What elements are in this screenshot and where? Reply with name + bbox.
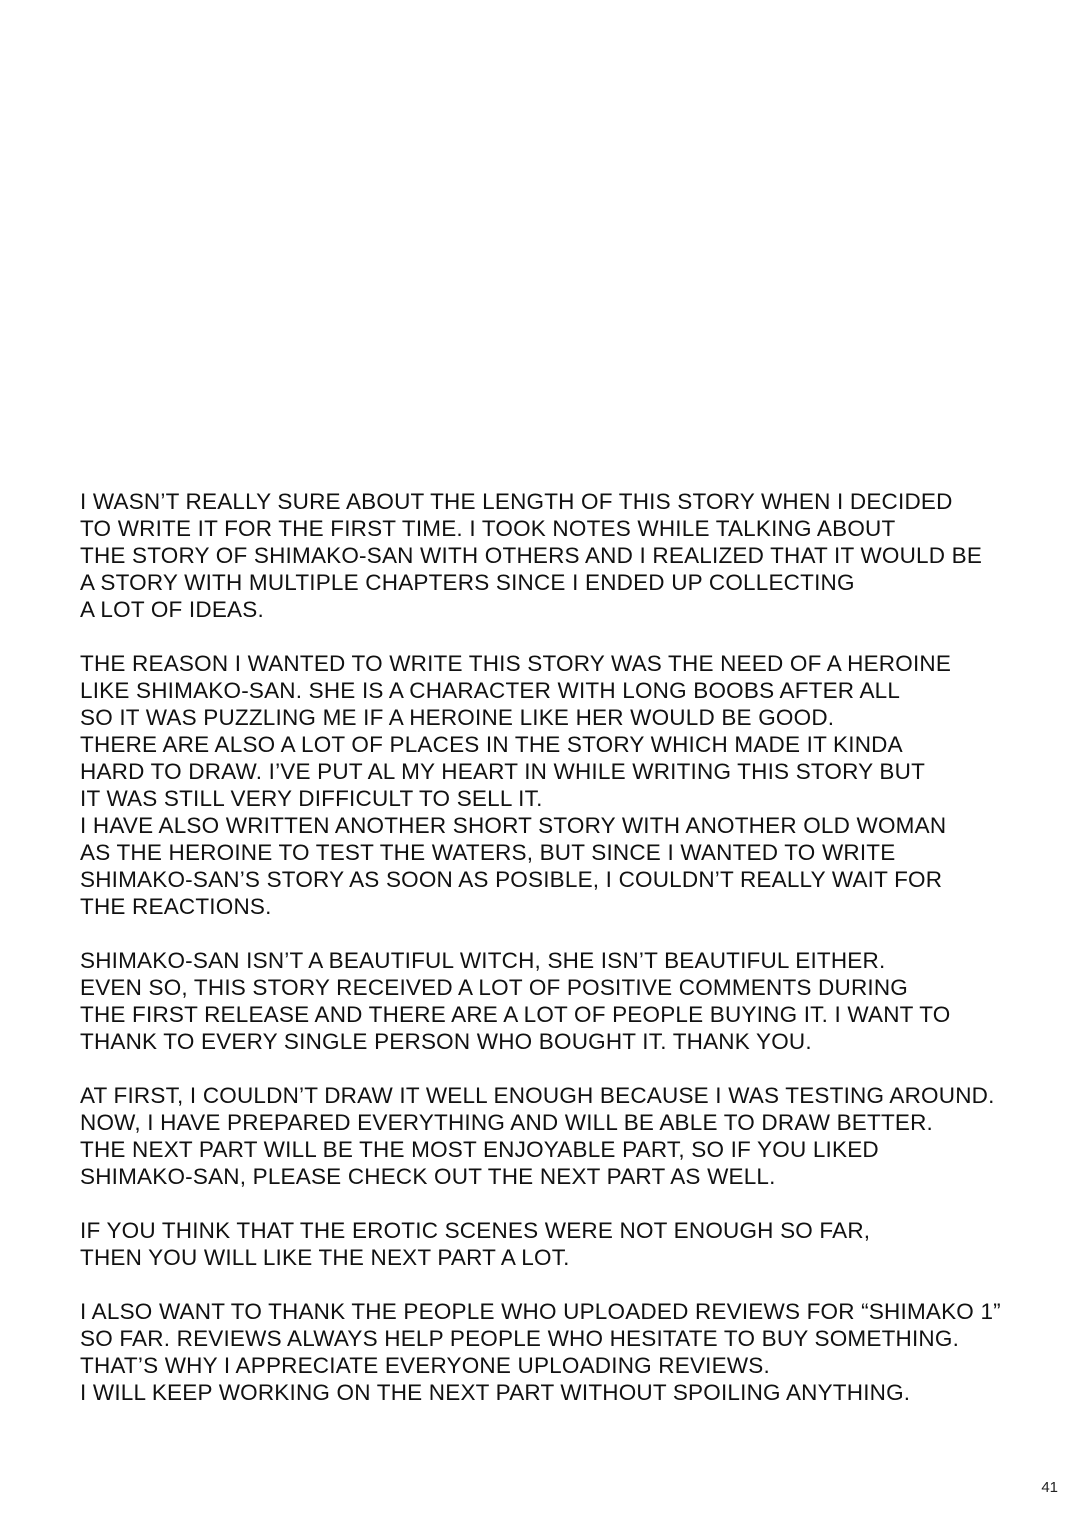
text-line: EVEN SO, THIS STORY RECEIVED A LOT OF POSITIVE COMMENTS DURING — [80, 975, 908, 1000]
afterword-paragraph — [80, 650, 1045, 920]
text-line: HARD TO DRAW. I’VE PUT AL MY HEART IN WHILE WRITING THIS STORY BUT — [80, 759, 926, 784]
text-line: LIKE SHIMAKO-SAN. SHE IS A CHARACTER WITH LONG BOOBS AFTER ALL — [80, 678, 901, 703]
text-line: THE REACTIONS. — [80, 894, 272, 919]
text-line: NOW, I HAVE PREPARED EVERYTHING AND WILL BE ABLE TO DRAW BETTER. — [80, 1110, 933, 1135]
text-line: AS THE HEROINE TO TEST THE WATERS, BUT SINCE I WANTED TO WRITE — [80, 840, 896, 865]
text-line: THE NEXT PART WILL BE THE MOST ENJOYABLE PART, SO IF YOU LIKED — [80, 1137, 879, 1162]
text-line: THEN YOU WILL LIKE THE NEXT PART A LOT. — [80, 1245, 570, 1270]
text-line: THE REASON I WANTED TO WRITE THIS STORY WAS THE NEED OF A HEROINE — [80, 651, 952, 676]
page-number: 41 — [1041, 1479, 1058, 1496]
text-line: THANK TO EVERY SINGLE PERSON WHO BOUGHT IT. THANK YOU. — [80, 1029, 812, 1054]
text-line: THAT’S WHY I APPRECIATE EVERYONE UPLOADING REVIEWS. — [80, 1353, 770, 1378]
text-line: AT FIRST, I COULDN’T DRAW IT WELL ENOUGH BECAUSE I WAS TESTING AROUND. — [80, 1083, 995, 1108]
afterword-paragraph — [80, 1298, 1045, 1406]
text-line: I HAVE ALSO WRITTEN ANOTHER SHORT STORY WITH ANOTHER OLD WOMAN — [80, 813, 947, 838]
text-line: SHIMAKO-SAN ISN’T A BEAUTIFUL WITCH, SHE ISN’T BEAUTIFUL EITHER. — [80, 948, 886, 973]
text-line: SHIMAKO-SAN, PLEASE CHECK OUT THE NEXT PART AS WELL. — [80, 1164, 776, 1189]
text-line: I WASN’T REALLY SURE ABOUT THE LENGTH OF THIS STORY WHEN I DECIDED — [80, 489, 953, 514]
text-line: A LOT OF IDEAS. — [80, 597, 264, 622]
text-line: A STORY WITH MULTIPLE CHAPTERS SINCE I ENDED UP COLLECTING — [80, 570, 855, 595]
text-line: SO IT WAS PUZZLING ME IF A HEROINE LIKE HER WOULD BE GOOD. — [80, 705, 835, 730]
text-line: THE STORY OF SHIMAKO-SAN WITH OTHERS AND I REALIZED THAT IT WOULD BE — [80, 543, 983, 568]
text-line: IF YOU THINK THAT THE EROTIC SCENES WERE NOT ENOUGH SO FAR, — [80, 1218, 871, 1243]
text-line: TO WRITE IT FOR THE FIRST TIME. I TOOK NOTES WHILE TALKING ABOUT — [80, 516, 896, 541]
afterword-text — [80, 488, 1045, 1406]
text-line: THE FIRST RELEASE AND THERE ARE A LOT OF PEOPLE BUYING IT. I WANT TO — [80, 1002, 951, 1027]
text-line: I ALSO WANT TO THANK THE PEOPLE WHO UPLOADED REVIEWS FOR “SHIMAKO 1” — [80, 1299, 1001, 1324]
text-line: IT WAS STILL VERY DIFFICULT TO SELL IT. — [80, 786, 543, 811]
text-line: I WILL KEEP WORKING ON THE NEXT PART WITHOUT SPOILING ANYTHING. — [80, 1380, 911, 1405]
text-line: SO FAR. REVIEWS ALWAYS HELP PEOPLE WHO HESITATE TO BUY SOMETHING. — [80, 1326, 960, 1351]
afterword-paragraph — [80, 947, 1045, 1055]
afterword-paragraph — [80, 1082, 1045, 1190]
afterword-paragraph — [80, 488, 1045, 623]
afterword-paragraph — [80, 1217, 1045, 1271]
text-line: SHIMAKO-SAN’S STORY AS SOON AS POSIBLE, I COULDN’T REALLY WAIT FOR — [80, 867, 943, 892]
text-line: THERE ARE ALSO A LOT OF PLACES IN THE STORY WHICH MADE IT KINDA — [80, 732, 903, 757]
